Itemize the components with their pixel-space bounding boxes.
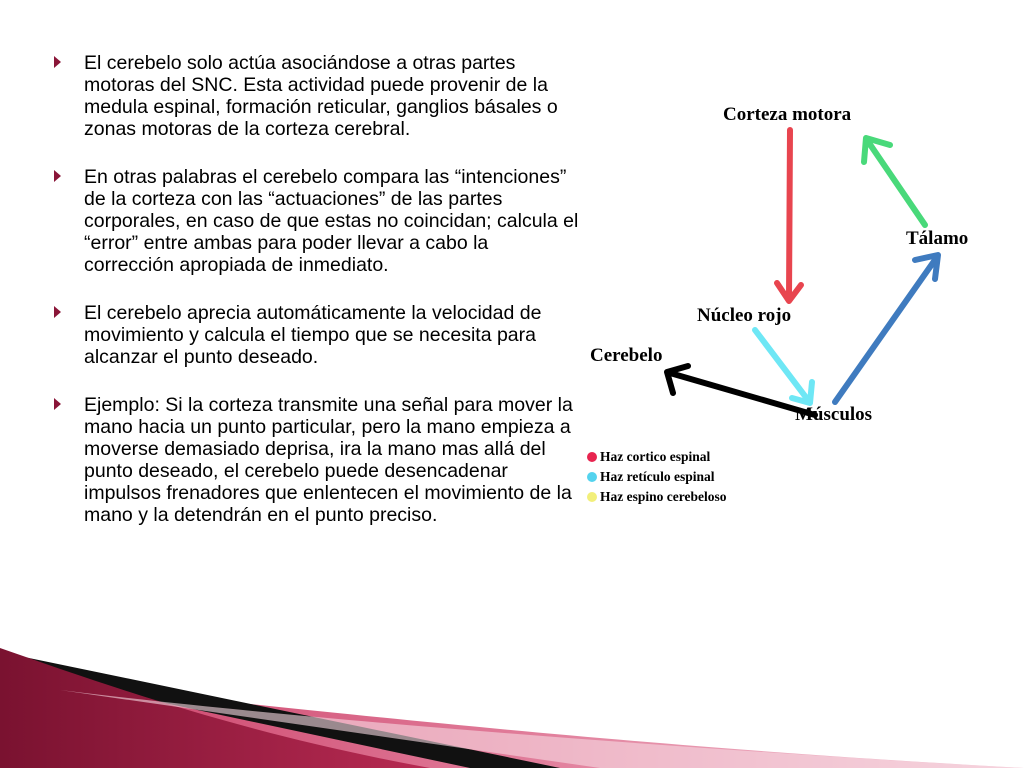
arrow-musculos-to-cerebelo	[667, 366, 815, 415]
node-cerebelo: Cerebelo	[590, 345, 663, 366]
bullet-text: En otras palabras el cerebelo compara las “intenciones” de la corteza con las “actuaciones” de las partes corporales, en caso de que estas no coincidan; calcula el “error” entre ambas para poder llevar a cabo la corrección apropiada de inmediato.	[84, 166, 579, 276]
bullet-text: Ejemplo: Si la corteza transmite una señal para mover la mano hacia un punto particular, pero la mano empieza a moverse demasiado deprisa, ira la mano mas allá del punto deseado, el cerebelo puede desencadenar impulsos frenadores que enlentecen el movimiento de la mano y la detendrán en el punto preciso.	[84, 394, 573, 526]
arrow-bullet-icon	[54, 170, 61, 182]
legend-item	[587, 447, 726, 467]
bullet-item	[52, 166, 582, 276]
arrow-talamo-to-corteza	[864, 138, 925, 225]
legend-dot-icon	[587, 452, 597, 462]
bullet-text: El cerebelo aprecia automáticamente la velocidad de movimiento y calcula el tiempo que se necesita para alcanzar el punto deseado.	[84, 302, 542, 368]
legend-item	[587, 467, 726, 487]
slide-footer-decoration	[0, 640, 1024, 768]
arrow-bullet-icon	[54, 306, 61, 318]
legend-label: Haz espino cerebeloso	[600, 489, 727, 504]
legend-dot-icon	[587, 472, 597, 482]
legend-item	[587, 487, 726, 507]
legend-label: Haz cortico espinal	[600, 449, 711, 464]
legend	[587, 447, 726, 507]
arrow-bullet-icon	[54, 56, 61, 68]
arrow-musculos-to-talamo	[835, 255, 938, 402]
pathway-diagram	[575, 85, 995, 445]
node-nucleo-rojo: Núcleo rojo	[697, 305, 792, 326]
bullet-text: El cerebelo solo actúa asociándose a otras partes motoras del SNC. Esta actividad puede provenir de la medula espinal, formación reticular, ganglios básales o zonas motoras de la corteza cerebral.	[84, 52, 558, 140]
bullet-item	[52, 52, 582, 140]
bullet-list	[52, 52, 582, 552]
node-talamo: Tálamo	[906, 228, 969, 249]
arrow-nucleo-to-musculos	[755, 330, 812, 403]
node-musculos: Músculos	[795, 404, 873, 425]
bullet-item	[52, 302, 582, 368]
bullet-item	[52, 394, 582, 526]
legend-label: Haz retículo espinal	[600, 469, 715, 484]
legend-dot-icon	[587, 492, 597, 502]
arrow-bullet-icon	[54, 398, 61, 410]
node-corteza-motora: Corteza motora	[723, 104, 852, 125]
arrow-corteza-to-nucleo	[777, 130, 801, 301]
